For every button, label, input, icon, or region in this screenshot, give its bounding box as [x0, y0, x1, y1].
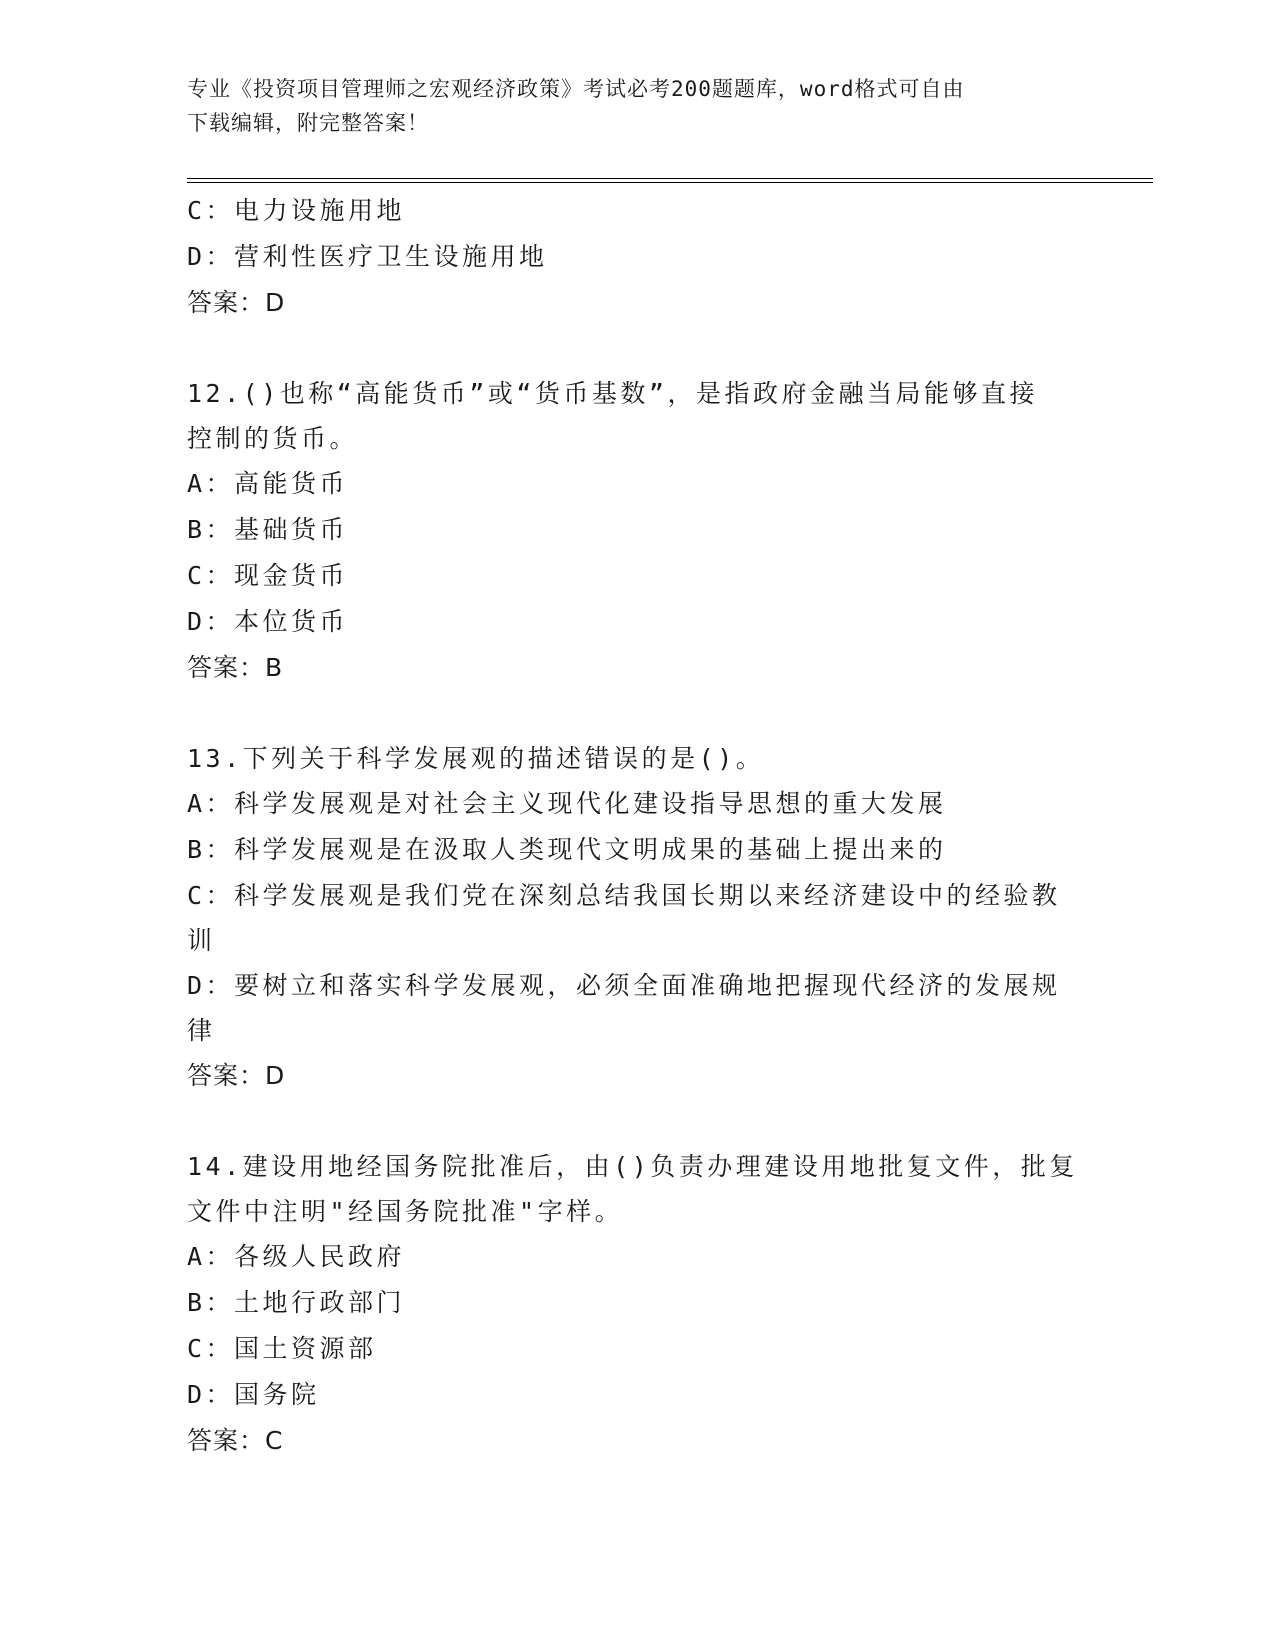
question-stem-continued: 控制的货币。 — [187, 424, 359, 453]
option-a: A：各级人民政府 — [187, 1242, 406, 1271]
option-c: C：电力设施用地 — [187, 196, 406, 225]
header-line-1: 专业《投资项目管理师之宏观经济政策》考试必考200题题库，word格式可自由 — [187, 77, 965, 101]
option-d: D：国务院 — [187, 1380, 320, 1409]
question-13 — [187, 736, 1087, 1099]
answer: 答案：D — [187, 1061, 286, 1090]
question-list — [187, 188, 1087, 1464]
question-stem-continued: 文件中注明"经国务院批准"字样。 — [187, 1197, 624, 1226]
option-d: D：本位货币 — [187, 607, 349, 636]
question-stem: 12.()也称“高能货币”或“货币基数”，是指政府金融当局能够直接 — [187, 379, 1038, 408]
question-11 — [187, 188, 1087, 326]
option-c-continued: 训 — [187, 926, 216, 955]
option-b: B：土地行政部门 — [187, 1288, 406, 1317]
document-header — [187, 72, 1087, 140]
question-14 — [187, 1144, 1087, 1464]
answer: 答案：C — [187, 1426, 284, 1455]
header-line-2: 下载编辑，附完整答案！ — [187, 111, 429, 135]
question-stem: 14.建设用地经国务院批准后，由()负责办理建设用地批复文件，批复 — [187, 1152, 1078, 1181]
question-stem: 13.下列关于科学发展观的描述错误的是()。 — [187, 744, 765, 773]
option-c: C：科学发展观是我们党在深刻总结我国长期以来经济建设中的经验教 — [187, 881, 1061, 910]
option-c: C：国土资源部 — [187, 1334, 377, 1363]
spacer — [187, 326, 1087, 371]
answer: 答案：B — [187, 653, 284, 682]
option-a: A：科学发展观是对社会主义现代化建设指导思想的重大发展 — [187, 789, 947, 818]
spacer — [187, 1099, 1087, 1144]
option-c: C：现金货币 — [187, 561, 349, 590]
option-b: B：基础货币 — [187, 515, 349, 544]
answer: 答案：D — [187, 288, 286, 317]
option-a: A：高能货币 — [187, 469, 349, 498]
option-d: D：要树立和落实科学发展观，必须全面准确地把握现代经济的发展规 — [187, 971, 1061, 1000]
option-d-continued: 律 — [187, 1016, 216, 1045]
option-b: B：科学发展观是在汲取人类现代文明成果的基础上提出来的 — [187, 835, 947, 864]
option-d: D：营利性医疗卫生设施用地 — [187, 242, 548, 271]
question-12 — [187, 371, 1087, 691]
spacer — [187, 691, 1087, 736]
header-divider — [187, 178, 1153, 183]
